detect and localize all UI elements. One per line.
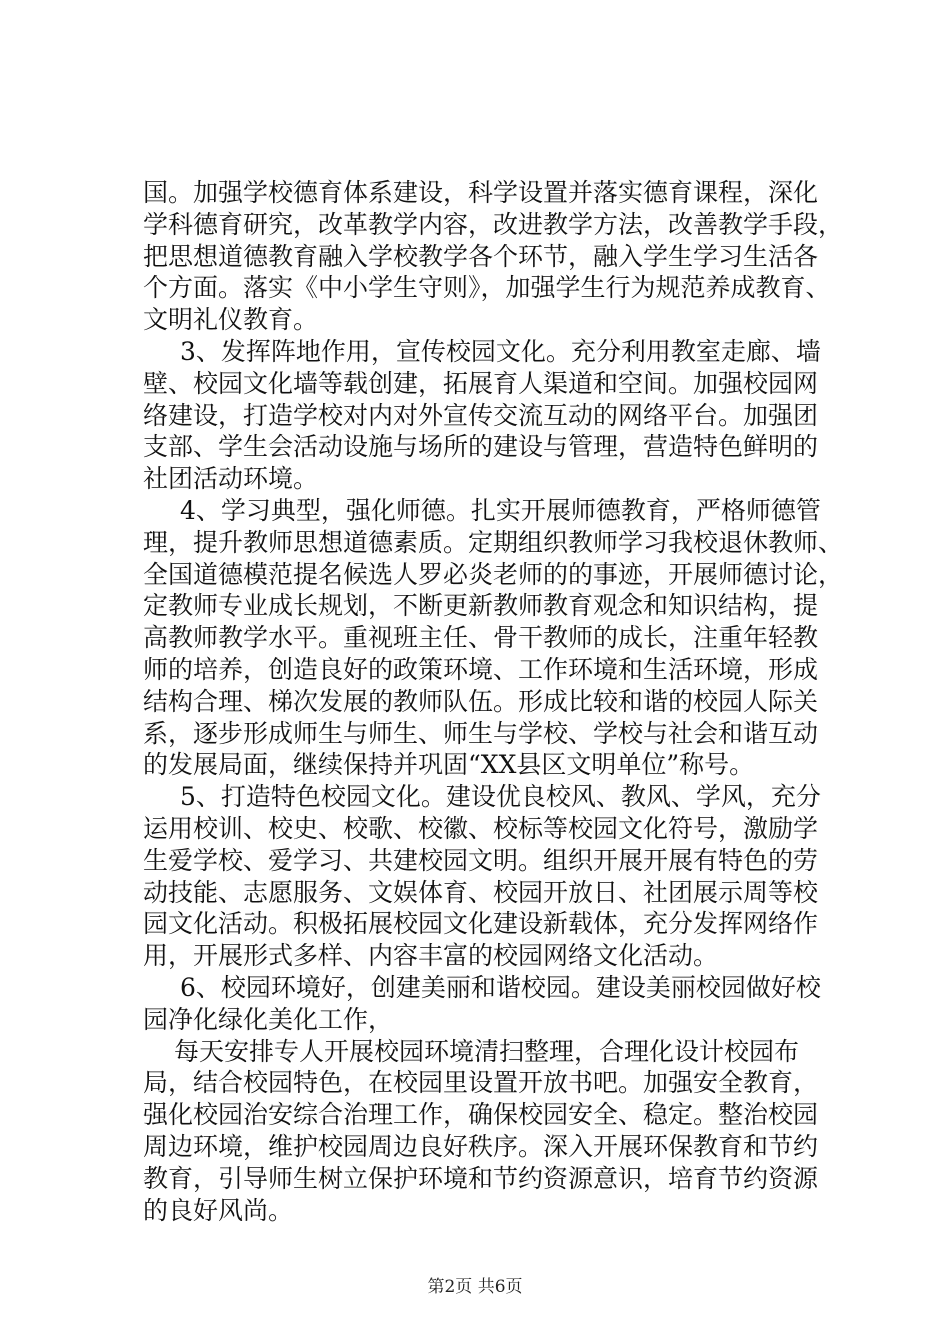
paragraph-7-start: 每天安排专人开展校园环境清扫整理，合理化设计校园布 — [174, 1036, 800, 1066]
paragraph-6-start: 6、校园环境好，创建美丽和谐校园。建设美丽校园做好校 — [180, 972, 821, 1002]
text-line: 把思想道德教育融入学校教学各个环节，融入学生学习生活各 — [143, 241, 819, 271]
text-line: 社团活动环境。 — [143, 464, 319, 494]
text-line: 教育，引导师生树立保护环境和节约资源意识，培育节约资源 — [143, 1163, 819, 1193]
text-line: 定教师专业成长规划，不断更新教师教育观念和知识结构，提 — [143, 591, 819, 621]
text-line: 学科德育研究，改革教学内容，改进教学方法，改善教学手段， — [143, 209, 844, 239]
paragraph-3-start: 3、发挥阵地作用，宣传校园文化。充分利用教室走廊、墙 — [180, 336, 821, 366]
text-line: 师的培养，创造良好的政策环境、工作环境和生活环境，形成 — [143, 654, 819, 684]
text-line: 文明礼仪教育。 — [143, 305, 319, 335]
text-line: 用，开展形式多样、内容丰富的校园网络文化活动。 — [143, 941, 719, 971]
text-line: 局，结合校园特色，在校园里设置开放书吧。加强安全教育， — [143, 1068, 819, 1098]
text-line: 壁、校园文化墙等载创建，拓展育人渠道和空间。加强校园网 — [143, 368, 819, 398]
text-line: 园文化活动。积极拓展校园文化建设新载体，充分发挥网络作 — [143, 909, 819, 939]
text-line: 国。加强学校德育体系建设，科学设置并落实德育课程，深化 — [143, 178, 819, 207]
text-line: 生爱学校、爱学习、共建校园文明。组织开展开展有特色的劳 — [143, 845, 819, 875]
page-number-footer: 第2页 共6页 — [427, 1277, 523, 1297]
text-line: 动技能、志愿服务、文娱体育、校园开放日、社团展示周等校 — [143, 877, 819, 907]
paragraph-4-start: 4、学习典型，强化师德。扎实开展师德教育，严格师德管 — [180, 495, 821, 525]
text-line: 结构合理、梯次发展的教师队伍。形成比较和谐的校园人际关 — [143, 686, 819, 716]
text-line: 支部、学生会活动设施与场所的建设与管理，营造特色鲜明的 — [143, 432, 819, 462]
text-line: 个方面。落实《中小学生守则》，加强学生行为规范养成教育、 — [143, 273, 831, 303]
text-line: 的良好风尚。 — [143, 1195, 294, 1225]
body-text — [143, 177, 844, 1226]
text-line: 周边环境，维护校园周边良好秩序。深入开展环保教育和节约 — [143, 1131, 819, 1161]
text-line: 园净化绿化美化工作， — [143, 1004, 394, 1034]
text-line: 强化校园治安综合治理工作，确保校园安全、稳定。整治校园 — [143, 1100, 819, 1130]
text-line: 运用校训、校史、校歌、校徽、校标等校园文化符号，激励学 — [143, 813, 819, 843]
text-line: 的发展局面，继续保持并巩固“XX县区文明单位”称号。 — [143, 750, 755, 780]
text-line: 全国道德模范提名候选人罗必炎老师的的事迹，开展师德讨论， — [143, 559, 844, 589]
text-line: 络建设，打造学校对内对外宣传交流互动的网络平台。加强团 — [143, 400, 819, 430]
text-line: 高教师教学水平。重视班主任、骨干教师的成长，注重年轻教 — [143, 623, 819, 653]
text-line: 系，逐步形成师生与师生、师生与学校、学校与社会和谐互动 — [143, 718, 819, 748]
text-line: 理，提升教师思想道德素质。定期组织教师学习我校退休教师、 — [143, 527, 844, 557]
paragraph-5-start: 5、打造特色校园文化。建设优良校风、教风、学风，充分 — [180, 782, 821, 812]
